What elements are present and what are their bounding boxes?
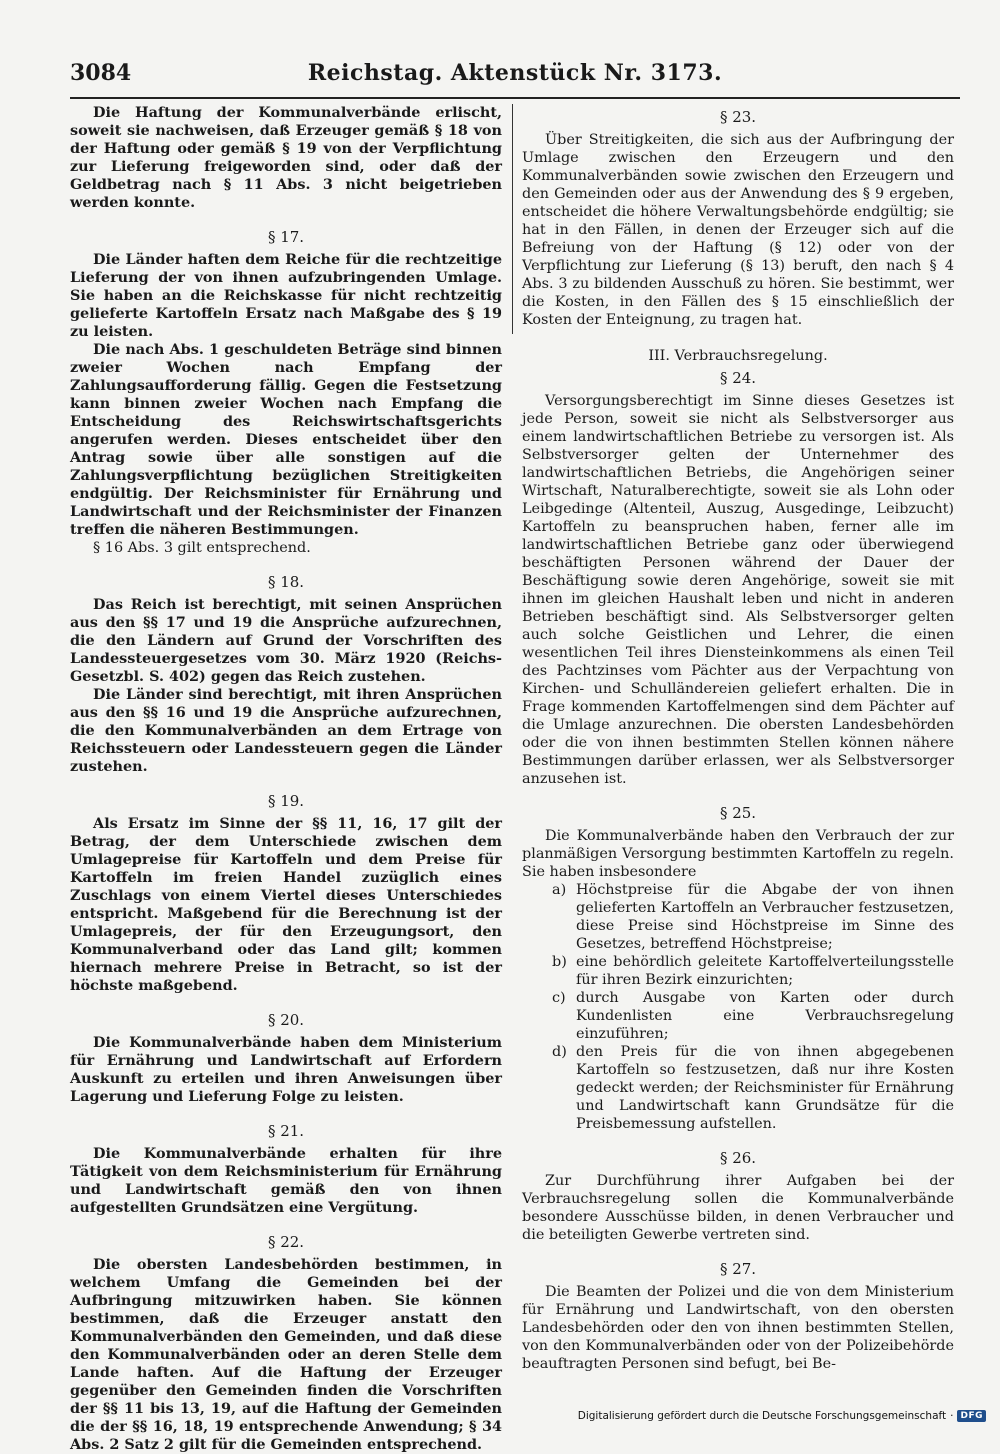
intro-paragraph: Die Haftung der Kommunalverbände erlischt, soweit sie nachweisen, daß Erzeuger gemäß § 18 von der Haftung oder gemäß § 19 von der Verpflichtung zur Lieferung freigeworden sind, oder daß der Geldbetrag nach § 11 Abs. 3 nicht beigetrieben werden konnte. xyxy=(70,104,502,211)
section-20-p1: Die Kommunalverbände haben dem Ministerium für Ernährung und Landwirtschaft auf Erfordern Auskunft zu erteilen und ihren Anweisungen über Lagerung und Lieferung Folge zu leisten. xyxy=(70,1034,502,1105)
column-divider xyxy=(512,104,513,334)
section-heading-24: § 24. xyxy=(719,369,757,387)
list-marker: c) xyxy=(552,990,566,1006)
page-header xyxy=(70,60,960,96)
list-item xyxy=(552,989,954,1043)
right-column xyxy=(522,104,954,1373)
part-heading-3: III. Verbrauchsregelung. xyxy=(648,348,828,364)
list-marker: a) xyxy=(552,882,567,898)
section-17-p2: Die nach Abs. 1 geschuldeten Beträge sind binnen zweier Wochen nach Empfang der Zahlungsaufforderung fällig. Gegen die Festsetzung kann binnen zweier Wochen nach Empfang die Entscheidung des Reichswirtschaftsgerichts angerufen werden. Dieses entscheidet über den Antrag sowie über alle sonstigen auf die Zahlungsverpflichtung bezüglichen Streitigkeiten endgültig. Der Reichsminister für Ernährung und Landwirtschaft und der Reichsminister der Finanzen treffen die näheren Bestimmungen. xyxy=(70,341,502,538)
section-17-p1: Die Länder haften dem Reiche für die rechtzeitige Lieferung der von ihnen aufzubringenden Umlage. Sie haben an die Reichskasse für nicht rechtzeitig gelieferte Kartoffeln Ersatz nach Maßgabe des § 19 zu leisten. xyxy=(70,251,502,340)
section-19-p1: Als Ersatz im Sinne der §§ 11, 16, 17 gilt der Betrag, der dem Unterschiede zwischen dem Umlagepreise für Kartoffeln und dem Preise für Kartoffeln im freien Handel zuzüglich eines Zuschlags von einem Viertel dieses Unterschiedes entspricht. Maßgebend für die Berechnung ist der Umlagepreis, der für den Erzeugungsort, den Kommunalverband oder das Land gilt; kommen hiernach mehrere Preise in Betracht, so ist der höchste maßgebend. xyxy=(70,815,502,994)
list-text: eine behördlich geleitete Kartoffelverteilungsstelle für ihren Bezirk einzurichten; xyxy=(576,954,954,988)
section-25-p1: Die Kommunalverbände haben den Verbrauch der zur planmäßigen Versorgung bestimmten Kartoffeln zu regeln. Sie haben insbesondere xyxy=(522,828,954,880)
section-27-p1: Die Beamten der Polizei und die von dem Ministerium für Ernährung und Landwirtschaft, von den obersten Landesbehörden oder den von ihnen bestimmten Stellen, von den Kommunalverbänden oder von der Polizeibehörde beauftragten Personen sind befugt, bei Be- xyxy=(522,1284,954,1372)
list-item xyxy=(552,881,954,953)
list-text: Höchstpreise für die Abgabe der von ihnen gelieferten Kartoffeln an Verbraucher festzusetzen, diese Preise sind Höchstpreise im Sinne des Gesetzes, betreffend Höchstpreise; xyxy=(576,882,954,952)
digitization-footer xyxy=(578,1410,986,1422)
section-21-p1: Die Kommunalverbände erhalten für ihre Tätigkeit von dem Reichsministerium für Ernährung und Landwirtschaft gemäß den von ihnen aufgestellten Grundsätzen eine Vergütung. xyxy=(70,1145,502,1216)
list-text: durch Ausgabe von Karten oder durch Kundenlisten eine Verbrauchsregelung einzuführen; xyxy=(576,990,954,1042)
section-heading-17: § 17. xyxy=(267,228,305,246)
section-heading-27: § 27. xyxy=(719,1260,757,1278)
section-18-p2: Die Länder sind berechtigt, mit ihren Ansprüchen aus den §§ 16 und 19 die Ansprüche aufzurechnen, die den Kommunalverbänden an dem Ertrage von Reichssteuern oder Landessteuern gegen die Länder zustehen. xyxy=(70,686,502,775)
footer-separator: · xyxy=(950,1410,954,1422)
left-column xyxy=(70,104,502,1454)
section-24-p1: Versorgungsberechtigt im Sinne dieses Gesetzes ist jede Person, soweit sie nicht als Selbstversorger aus einem landwirtschaftlichen Betriebe zu versorgen ist. Als Selbstversorger gelten der Unternehmer des landwirtschaftlichen Betriebs, die Angehörigen seiner Wirtschaft, Naturalberechtigte, soweit sie als Lohn oder Leibgedinge (Altenteil, Auszug, Ausgedinge, Leibzucht) Kartoffeln zu beanspruchen haben, ferner alle im landwirtschaftlichen Betriebe ganz oder überwiegend beschäftigten Personen während der Dauer der Beschäftigung sowie deren Angehörige, soweit sie mit ihnen im gleichen Haushalt leben und nicht in anderen Betrieben beschäftigt sind. Als Selbstversorger gelten auch solche Geistlichen und Lehrer, die einen wesentlichen Teil ihres Diensteinkommens als einen Teil des Pachtzinses vom Pächter aus der Verpachtung von Kirchen- und Schulländereien geliefert erhalten. Die in Frage kommenden Kartoffelmengen sind dem Pächter auf die Umlage anzurechnen. Die obersten Landesbehörden oder die von ihnen bestimmten Stellen können nähere Bestimmungen darüber erlassen, wer als Selbstversorger anzusehen ist. xyxy=(522,393,954,787)
section-heading-23: § 23. xyxy=(719,108,757,126)
section-heading-19: § 19. xyxy=(267,792,305,810)
section-26-p1: Zur Durchführung ihrer Aufgaben bei der Verbrauchsregelung sollen die Kommunalverbände besondere Ausschüsse bilden, in denen Verbraucher und die beteiligten Gewerbe vertreten sind. xyxy=(522,1173,954,1243)
section-heading-26: § 26. xyxy=(719,1149,757,1167)
header-rule xyxy=(70,97,960,99)
list-marker: b) xyxy=(552,954,567,970)
list-item xyxy=(552,953,954,989)
dfg-logo: DFG xyxy=(957,1410,986,1422)
page-number: 3084 xyxy=(70,60,132,86)
section-22-p1: Die obersten Landesbehörden bestimmen, in welchem Umfang die Gemeinden bei der Aufbringung mitzuwirken haben. Sie können bestimmen, daß die Erzeuger anstatt den Kommunalverbänden den Gemeinden, und daß diese den Kommunalverbänden oder an deren Stelle dem Lande haften. Auf die Haftung der Erzeuger gegenüber den Gemeinden finden die Vorschriften der §§ 11 bis 13, 19, auf die Haftung der Gemeinden die der §§ 16, 18, 19 entsprechende Anwendung; § 34 Abs. 2 Satz 2 gilt für die Gemeinden entsprechend. xyxy=(70,1256,502,1453)
section-heading-22: § 22. xyxy=(267,1233,305,1251)
section-18-p1: Das Reich ist berechtigt, mit seinen Ansprüchen aus den §§ 17 und 19 die Ansprüche aufzurechnen, die den Ländern auf Grund der Vorschriften des Landessteuergesetzes vom 30. März 1920 (Reichs-Gesetzbl. S. 402) gegen das Reich zustehen. xyxy=(70,596,502,685)
list-marker: d) xyxy=(552,1044,567,1060)
section-23-p1: Über Streitigkeiten, die sich aus der Aufbringung der Umlage zwischen den Erzeugern und den Kommunalverbänden sowie zwischen den Erzeugern und den Gemeinden oder aus der Anwendung des § 9 ergeben, entscheidet die höhere Verwaltungsbehörde endgültig; sie hat in den Fällen, in denen der Erzeuger sich auf die Befreiung von der Haftung (§ 12) oder von der Verpflichtung zur Lieferung (§ 13) beruft, den nach § 4 Abs. 3 zu bildenden Ausschuß zu hören. Sie bestimmt, wer die Kosten, in den Fällen des § 15 einschließlich der Kosten der Enteignung, zu tragen hat. xyxy=(522,132,954,328)
list-item xyxy=(552,1043,954,1133)
footer-text: Digitalisierung gefördert durch die Deutsche Forschungsgemeinschaft xyxy=(577,1410,947,1422)
section-25-list xyxy=(522,881,954,1133)
list-text: den Preis für die von ihnen abgegebenen Kartoffeln so festzusetzen, daß nur ihre Kosten gedeckt werden; der Reichsminister für Ernährung und Landwirtschaft kann Grundsätze für die Preisbemessung aufstellen. xyxy=(576,1044,954,1132)
section-17-p3: § 16 Abs. 3 gilt entsprechend. xyxy=(93,540,311,556)
running-title: Reichstag. Aktenstück Nr. 3173. xyxy=(307,60,723,86)
section-heading-25: § 25. xyxy=(719,804,757,822)
section-heading-20: § 20. xyxy=(267,1011,305,1029)
section-heading-18: § 18. xyxy=(267,573,305,591)
section-heading-21: § 21. xyxy=(267,1122,305,1140)
